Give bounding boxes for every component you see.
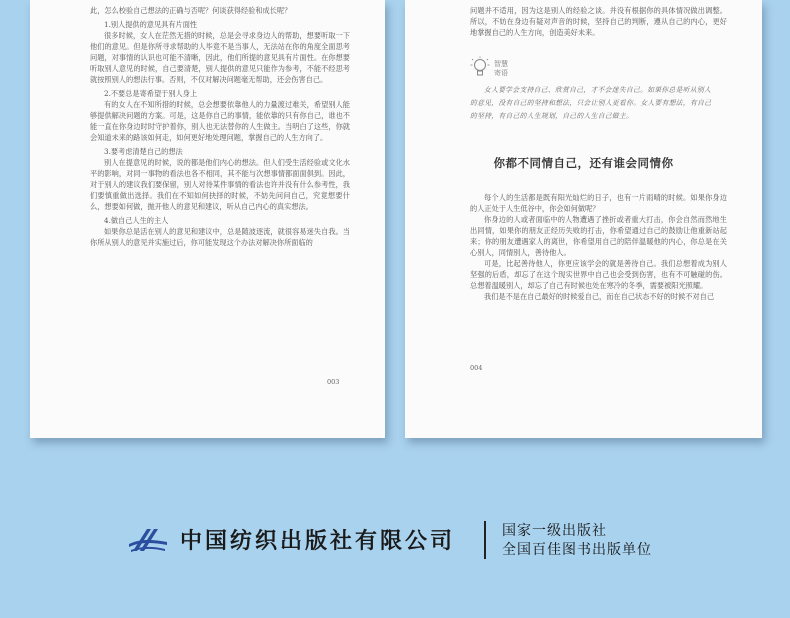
page-number-left: 003: [327, 378, 340, 386]
paragraph: 每个人的生活都是既有阳光灿烂的日子，也有一片雨晴的时候。如果你身边的人正处于人生低谷中，你会如何做呢？: [470, 193, 727, 213]
wisdom-text: [470, 84, 730, 123]
paragraph: 有的女人在不知所措的时候，总会想要依靠他人的力量渡过难关，希望别人能够提供解决问题的方案。可是，这是你自己的事情，能依靠的只有你自己，谁也不能一直在你身边时时守护着你，别人也无法替你的人生做主。当明白了这些，你就会知道未来的路该如何走，如何更好地处理问题，掌握自己的人生方向了。: [90, 100, 350, 142]
paragraph: 可是，比起善待他人，你更应该学会的就是善待自己。我们总想着成为别人坚强的后盾，却忘了在这个现实世界中自己也会受到伤害，也有不可触碰的伤。总想着温暖别人，却忘了自己有时候也处在寒冷的冬季，需要被阳光照耀。: [470, 259, 727, 290]
publisher-tag-1: 国家一级出版社: [502, 523, 607, 539]
right-page-body-text: [470, 192, 727, 302]
section-heading: 4.做自己人生的主人: [104, 216, 169, 225]
wisdom-line: 的意见，没有自己的坚持和想法，只会让别人更看你。女人要有想法，有自己: [470, 99, 712, 107]
section-heading: 3.要考虑清楚自己的想法: [104, 147, 183, 156]
paragraph: 问题并不适用，因为这是别人的经验之谈。并没有根据你的具体情况做出调整。所以，不妨在身边有疑对声音的时候，坚持自己的判断，遵从自己的内心，更好地掌握自己的人生方向，创造美好未来。: [470, 6, 727, 37]
right-page-top-text: [470, 5, 727, 38]
paragraph: 很多时候，女人在茫然无措的时候，总是会寻求身边人的帮助，想要听取一下他们的意见。但是你所寻求帮助的人毕竟不是当事人，无法站在你的角度全面思考问题，对事情的认识也可能不清晰，因此，他们所提的意见具有片面性。在你想要听取别人意见的时候，自己要清楚，别人提供的意见只能作为参考，不能不经思考就按照别人的想法行事。否则，不仅对解决问题毫无帮助，还会伤害自己。: [90, 31, 350, 84]
paragraph: 你身边的人或者面临中的人物遭遇了挫折或者重大打击，你会自然而然地生出同情，如果你的朋友正经历失败的打击，你希望通过自己的鼓励让他重新站起来；你的朋友遭遇家人的离世，你希望用自己的陪伴温暖他的内心，你总是在关心别人，同情别人，善待他人。: [470, 215, 727, 257]
left-page-text: [90, 5, 350, 248]
lightbulb-icon: [470, 56, 490, 80]
paragraph: 别人在提意见的时候，说的都是他们内心的想法。但人们受生活经验或文化水平的影响，对同一事物的看法也各不相同，其不能与次想事情都面面俱到。因此，对于别人的建议我们要保留，别人对待某件事情的看法也许并没有什么参考性，我们要慎重做出选择。我们在不知如何抉择的时候，不妨先问问自己，究竟想要什么，想要如何做，抛开他人的意见和建议，听从自己内心的真实想法。: [90, 158, 350, 211]
paragraph: 此，怎么校验自己想法的正确与否呢？何谈获得经验和成长呢？: [90, 6, 292, 15]
wisdom-line: 女人要学会支持自己、欣赏自己，才不会迷失自己。如果你总是听从别人: [484, 86, 712, 94]
publisher-name: 中国纺织出版社有限公司: [180, 529, 456, 554]
publisher-footer: [0, 516, 790, 566]
page-number-right: 004: [470, 364, 483, 372]
wisdom-line: 的坚持，有自己的人生规划，自己的人生自己做主。: [470, 112, 634, 120]
divider: [484, 521, 486, 559]
section-heading: 2.不要总是寄希望于别人身上: [104, 89, 198, 98]
wisdom-box: [470, 56, 750, 120]
publisher-logo-icon: [129, 525, 167, 555]
chapter-title: 你都不同情自己，还有谁会同情你: [493, 156, 674, 170]
wisdom-title: 智慧寄语: [494, 60, 508, 77]
paragraph: 我们是不是在自己最好的时候爱自己，而在自己状态不好的时候不对自己: [484, 292, 715, 301]
publisher-tag-2: 全国百佳图书出版单位: [502, 542, 652, 558]
section-heading: 1.别人提供的意见具有片面性: [104, 20, 198, 29]
paragraph: 如果你总是活在别人的意见和建议中，总是随波逐流，就很容易迷失自我。当你所从别人的意见并实施过后，你可能发现这个办法对解决你所面临的: [90, 227, 350, 247]
book-page-left: [30, 0, 385, 438]
